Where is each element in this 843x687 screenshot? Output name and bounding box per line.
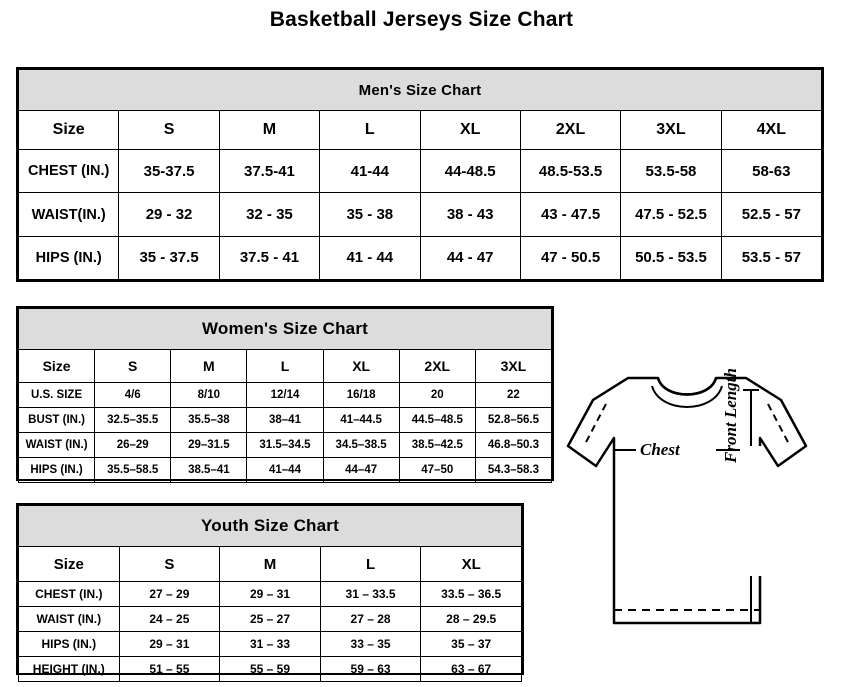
chest-label: Chest [640, 440, 680, 459]
womens-bust-l: 38–41 [247, 408, 323, 433]
womens-chart-title: Women's Size Chart [19, 309, 552, 350]
youth-header-s: S [119, 547, 220, 582]
mens-size-table [18, 69, 822, 280]
youth-chest-m: 29 – 31 [220, 582, 321, 607]
youth-chart-title: Youth Size Chart [19, 506, 522, 547]
youth-chest-l: 31 – 33.5 [320, 582, 421, 607]
youth-header-m: M [220, 547, 321, 582]
mens-header-4xl: 4XL [721, 111, 821, 150]
youth-waist-s: 24 – 25 [119, 607, 220, 632]
mens-hips-xl: 44 - 47 [420, 236, 520, 279]
womens-ussize-s: 4/6 [95, 383, 171, 408]
mens-hips-4xl: 53.5 - 57 [721, 236, 821, 279]
womens-row-label-waist: WAIST (IN.) [19, 433, 95, 458]
womens-header-m: M [171, 350, 247, 383]
womens-caption-row [19, 309, 552, 350]
youth-row-label-hips: HIPS (IN.) [19, 632, 120, 657]
womens-table-body [19, 309, 552, 483]
table-row [19, 433, 552, 458]
womens-header-l: L [247, 350, 323, 383]
womens-ussize-3xl: 22 [475, 383, 551, 408]
mens-waist-4xl: 52.5 - 57 [721, 193, 821, 236]
table-row [19, 408, 552, 433]
womens-bust-s: 32.5–35.5 [95, 408, 171, 433]
jersey-measurement-diagram [548, 338, 833, 678]
youth-header-xl: XL [421, 547, 522, 582]
mens-header-3xl: 3XL [621, 111, 721, 150]
womens-header-s: S [95, 350, 171, 383]
womens-waist-s: 26–29 [95, 433, 171, 458]
womens-hips-2xl: 47–50 [399, 458, 475, 483]
t-shirt-outline-icon [548, 338, 833, 678]
mens-hips-2xl: 47 - 50.5 [520, 236, 620, 279]
youth-waist-xl: 28 – 29.5 [421, 607, 522, 632]
womens-size-table [18, 308, 552, 483]
mens-waist-3xl: 47.5 - 52.5 [621, 193, 721, 236]
mens-hips-l: 41 - 44 [320, 236, 420, 279]
womens-header-2xl: 2XL [399, 350, 475, 383]
table-row [19, 383, 552, 408]
youth-height-m: 55 – 59 [220, 657, 321, 682]
mens-chest-4xl: 58-63 [721, 150, 821, 193]
womens-waist-xl: 34.5–38.5 [323, 433, 399, 458]
mens-header-row [19, 111, 822, 150]
youth-caption-row [19, 506, 522, 547]
womens-row-label-us-size: U.S. SIZE [19, 383, 95, 408]
womens-ussize-xl: 16/18 [323, 383, 399, 408]
mens-hips-m: 37.5 - 41 [219, 236, 319, 279]
mens-header-2xl: 2XL [520, 111, 620, 150]
womens-ussize-l: 12/14 [247, 383, 323, 408]
youth-size-table [18, 505, 522, 682]
youth-row-label-height: HEIGHT (IN.) [19, 657, 120, 682]
table-row [19, 193, 822, 236]
mens-row-label-chest: CHEST (IN.) [19, 150, 119, 193]
table-row [19, 150, 822, 193]
mens-chart-title: Men's Size Chart [19, 70, 822, 111]
mens-header-s: S [119, 111, 219, 150]
mens-chest-m: 37.5-41 [219, 150, 319, 193]
mens-waist-s: 29 - 32 [119, 193, 219, 236]
shirt-body-outline [568, 378, 806, 623]
womens-waist-l: 31.5–34.5 [247, 433, 323, 458]
mens-waist-m: 32 - 35 [219, 193, 319, 236]
mens-header-l: L [320, 111, 420, 150]
mens-size-chart [16, 67, 824, 282]
youth-size-chart [16, 503, 524, 675]
front-length-label-backdrop [740, 446, 764, 576]
womens-header-size: Size [19, 350, 95, 383]
youth-hips-xl: 35 – 37 [421, 632, 522, 657]
mens-header-size: Size [19, 111, 119, 150]
womens-hips-s: 35.5–58.5 [95, 458, 171, 483]
womens-bust-2xl: 44.5–48.5 [399, 408, 475, 433]
womens-waist-2xl: 38.5–42.5 [399, 433, 475, 458]
youth-chest-s: 27 – 29 [119, 582, 220, 607]
mens-chest-l: 41-44 [320, 150, 420, 193]
womens-bust-xl: 41–44.5 [323, 408, 399, 433]
youth-header-l: L [320, 547, 421, 582]
table-row [19, 607, 522, 632]
youth-chest-xl: 33.5 – 36.5 [421, 582, 522, 607]
womens-row-label-bust: BUST (IN.) [19, 408, 95, 433]
page-title: Basketball Jerseys Size Chart [269, 8, 574, 31]
mens-row-label-hips: HIPS (IN.) [19, 236, 119, 279]
womens-ussize-2xl: 20 [399, 383, 475, 408]
mens-chest-2xl: 48.5-53.5 [520, 150, 620, 193]
youth-height-l: 59 – 63 [320, 657, 421, 682]
womens-header-row [19, 350, 552, 383]
mens-waist-l: 35 - 38 [320, 193, 420, 236]
youth-waist-m: 25 – 27 [220, 607, 321, 632]
youth-hips-l: 33 – 35 [320, 632, 421, 657]
mens-chest-3xl: 53.5-58 [621, 150, 721, 193]
womens-header-xl: XL [323, 350, 399, 383]
youth-height-s: 51 – 55 [119, 657, 220, 682]
mens-caption-row [19, 70, 822, 111]
womens-hips-l: 41–44 [247, 458, 323, 483]
mens-hips-s: 35 - 37.5 [119, 236, 219, 279]
mens-row-label-waist: WAIST(IN.) [19, 193, 119, 236]
table-row [19, 632, 522, 657]
mens-header-xl: XL [420, 111, 520, 150]
mens-waist-xl: 38 - 43 [420, 193, 520, 236]
womens-waist-3xl: 46.8–50.3 [475, 433, 551, 458]
youth-table-body [19, 506, 522, 682]
youth-header-row [19, 547, 522, 582]
youth-row-label-chest: CHEST (IN.) [19, 582, 120, 607]
mens-chest-s: 35-37.5 [119, 150, 219, 193]
womens-ussize-m: 8/10 [171, 383, 247, 408]
mens-table-body [19, 70, 822, 280]
youth-header-size: Size [19, 547, 120, 582]
table-row [19, 458, 552, 483]
table-row [19, 582, 522, 607]
front-length-label: Front Length [721, 368, 740, 463]
womens-bust-3xl: 52.8–56.5 [475, 408, 551, 433]
womens-bust-m: 35.5–38 [171, 408, 247, 433]
youth-hips-s: 29 – 31 [119, 632, 220, 657]
womens-header-3xl: 3XL [475, 350, 551, 383]
womens-waist-m: 29–31.5 [171, 433, 247, 458]
table-row [19, 236, 822, 279]
womens-hips-m: 38.5–41 [171, 458, 247, 483]
womens-size-chart [16, 306, 554, 481]
mens-chest-xl: 44-48.5 [420, 150, 520, 193]
mens-hips-3xl: 50.5 - 53.5 [621, 236, 721, 279]
table-row [19, 657, 522, 682]
mens-waist-2xl: 43 - 47.5 [520, 193, 620, 236]
youth-height-xl: 63 – 67 [421, 657, 522, 682]
mens-header-m: M [219, 111, 319, 150]
womens-row-label-hips: HIPS (IN.) [19, 458, 95, 483]
womens-hips-xl: 44–47 [323, 458, 399, 483]
youth-waist-l: 27 – 28 [320, 607, 421, 632]
youth-hips-m: 31 – 33 [220, 632, 321, 657]
youth-row-label-waist: WAIST (IN.) [19, 607, 120, 632]
womens-hips-3xl: 54.3–58.3 [475, 458, 551, 483]
